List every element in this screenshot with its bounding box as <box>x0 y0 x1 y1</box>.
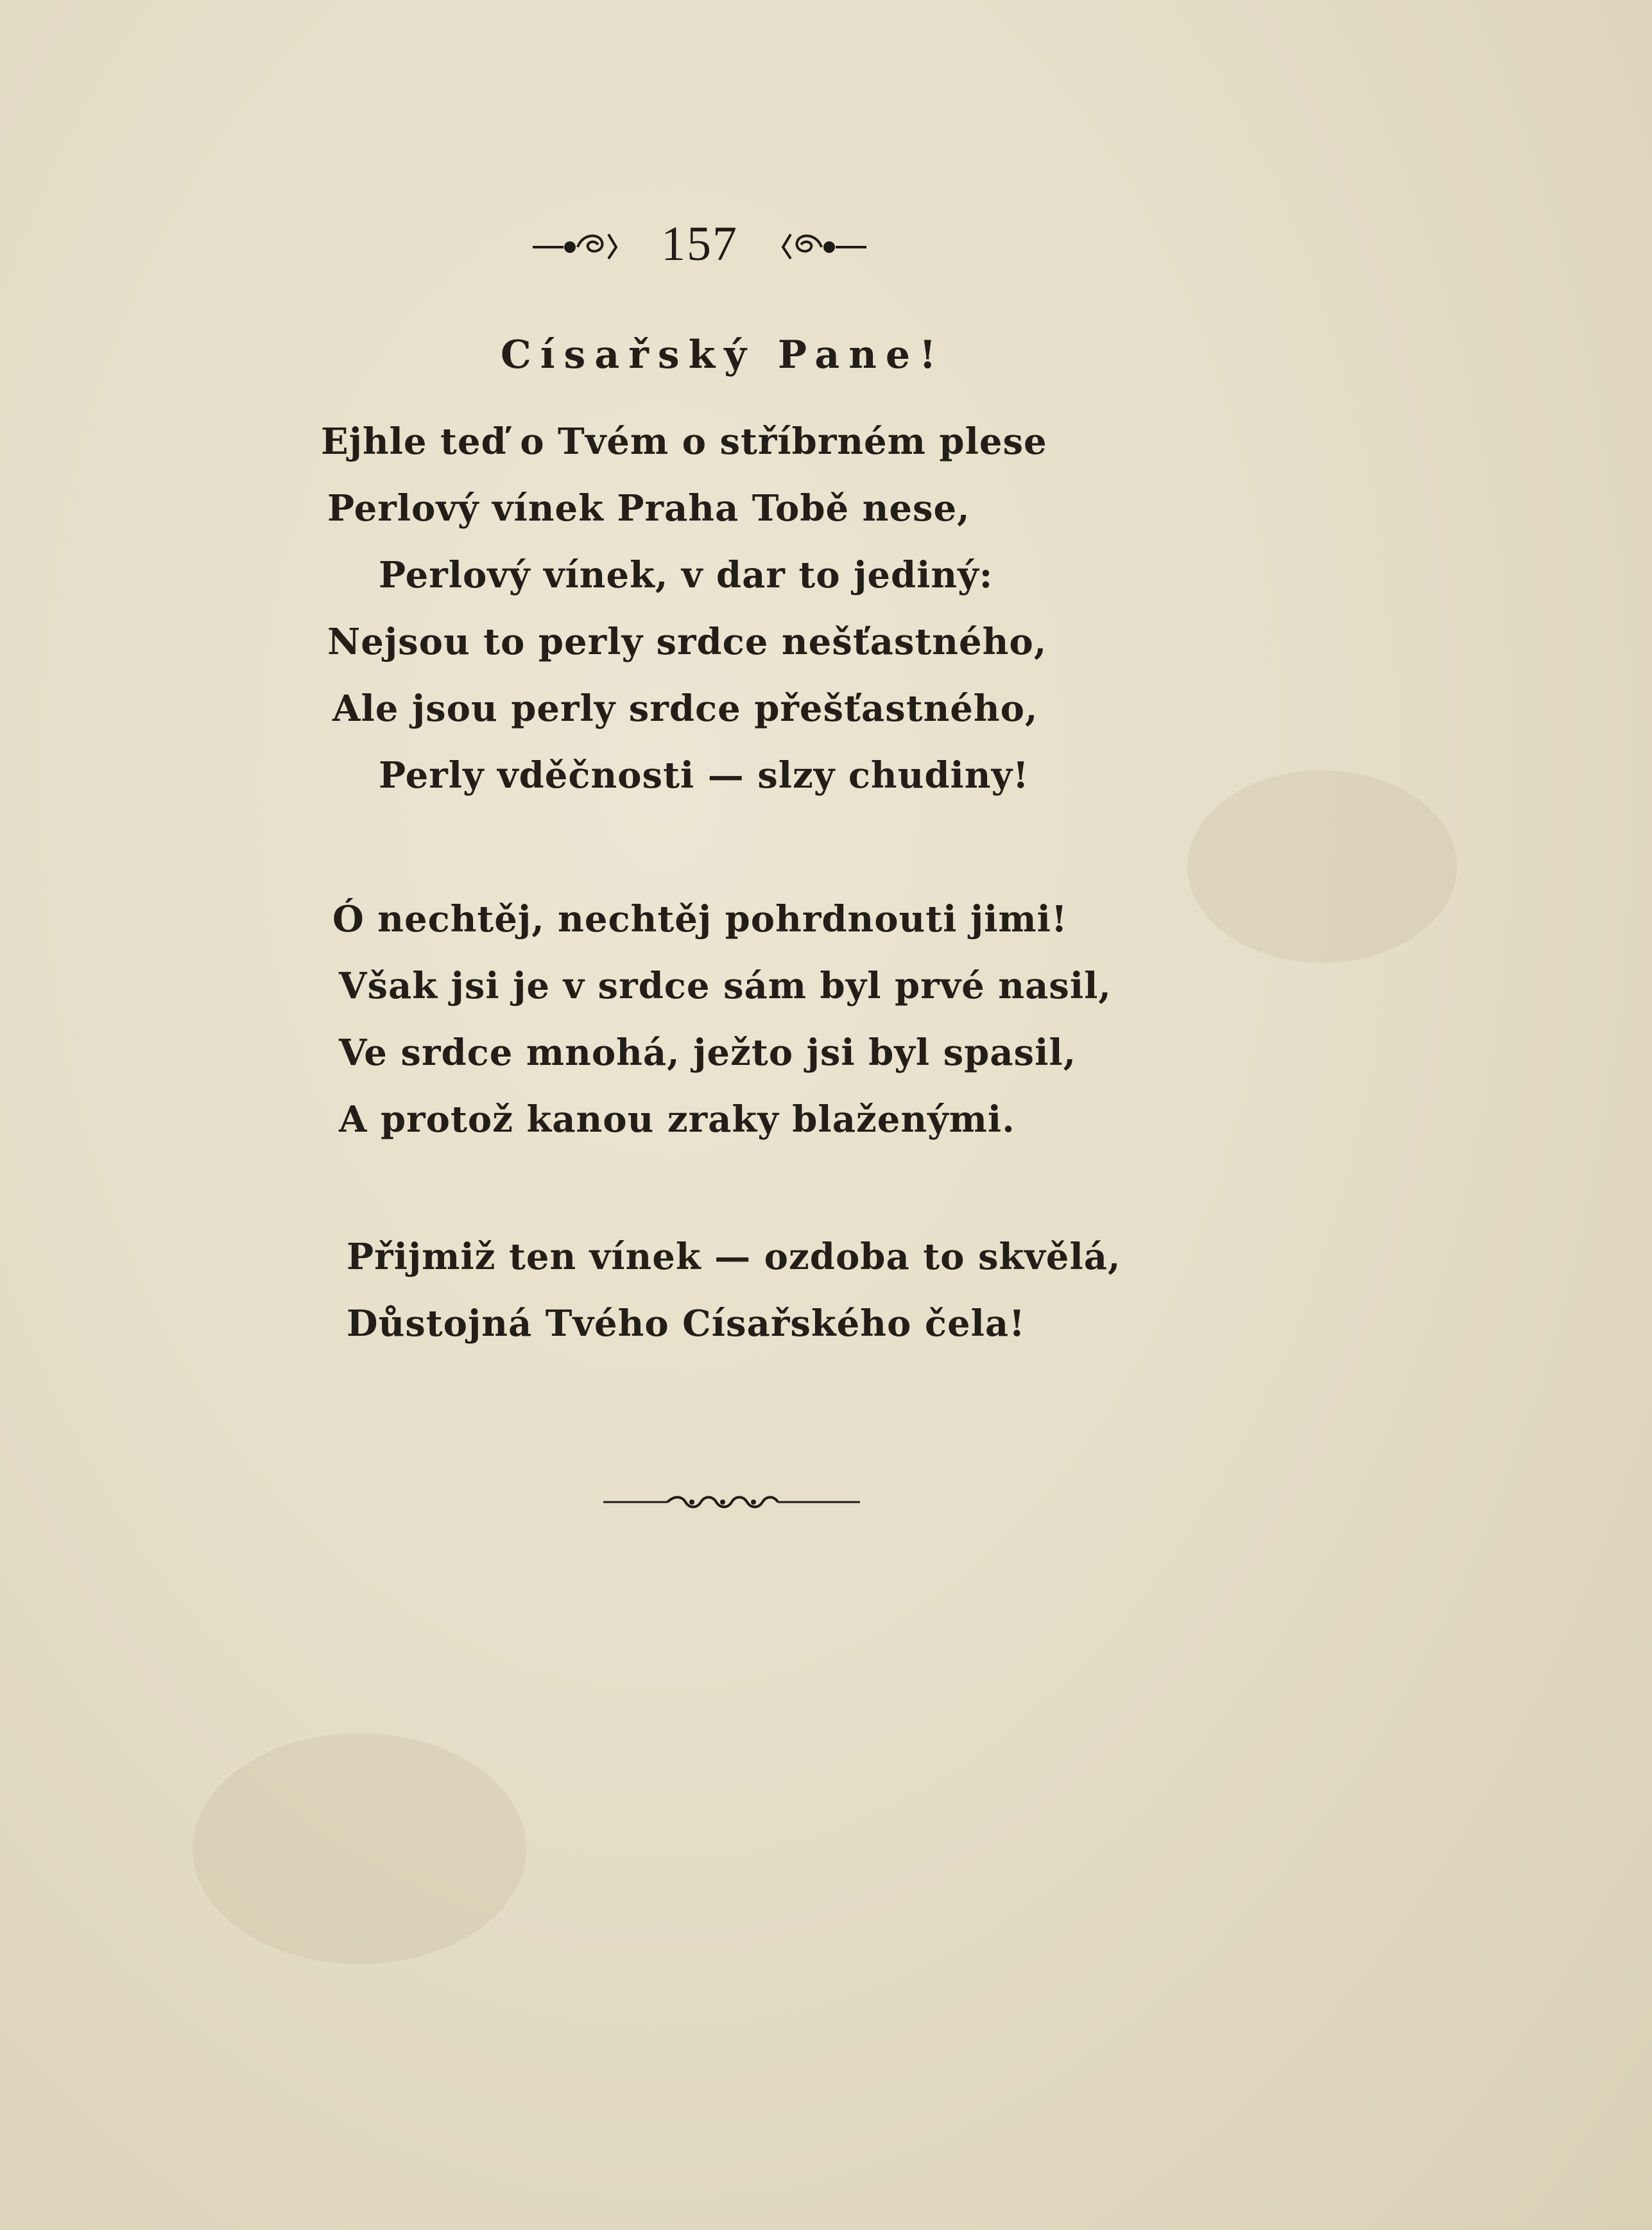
page-number: 157 <box>661 216 738 271</box>
poem-line: Perlový vínek Praha Tobě nese, <box>327 487 970 530</box>
end-of-poem-ornament-icon <box>603 1489 860 1515</box>
poem-line: A protož kanou zraky blaženými. <box>339 1098 1015 1141</box>
poem-line: Důstojná Tvého Císařského čela! <box>347 1302 1026 1345</box>
poem-line: Však jsi je v srdce sám byl prvé nasil, <box>339 965 1112 1007</box>
stanza-2 <box>321 886 1219 1153</box>
poem-line: Ale jsou perly srdce přešťastného, <box>332 687 1038 730</box>
poem-line: Perly vděčnosti — slzy chudiny! <box>379 754 1029 797</box>
left-flourish-ornament-icon <box>533 228 642 260</box>
poem-line: Ó nechtěj, nechtěj pohrdnouti jimi! <box>332 898 1068 940</box>
poem-line: Perlový vínek, v dar to jediný: <box>379 554 994 596</box>
right-flourish-ornament-icon <box>757 228 866 260</box>
stanza-1 <box>321 408 1219 809</box>
paper-stain <box>193 1733 526 1964</box>
poem-line: Ejhle teď o Tvém o stříbrném plese <box>321 420 1047 463</box>
stanza-3 <box>321 1223 1219 1357</box>
poem-line: Ve srdce mnohá, ježto jsi byl spasil, <box>339 1032 1077 1074</box>
running-head <box>526 212 873 276</box>
poem-title: Císařský Pane! <box>501 333 945 377</box>
poem-line: Nejsou to perly srdce nešťastného, <box>327 621 1047 663</box>
poem-line: Přijmiž ten vínek — ozdoba to skvělá, <box>347 1236 1121 1278</box>
paper-stain <box>1187 770 1457 963</box>
